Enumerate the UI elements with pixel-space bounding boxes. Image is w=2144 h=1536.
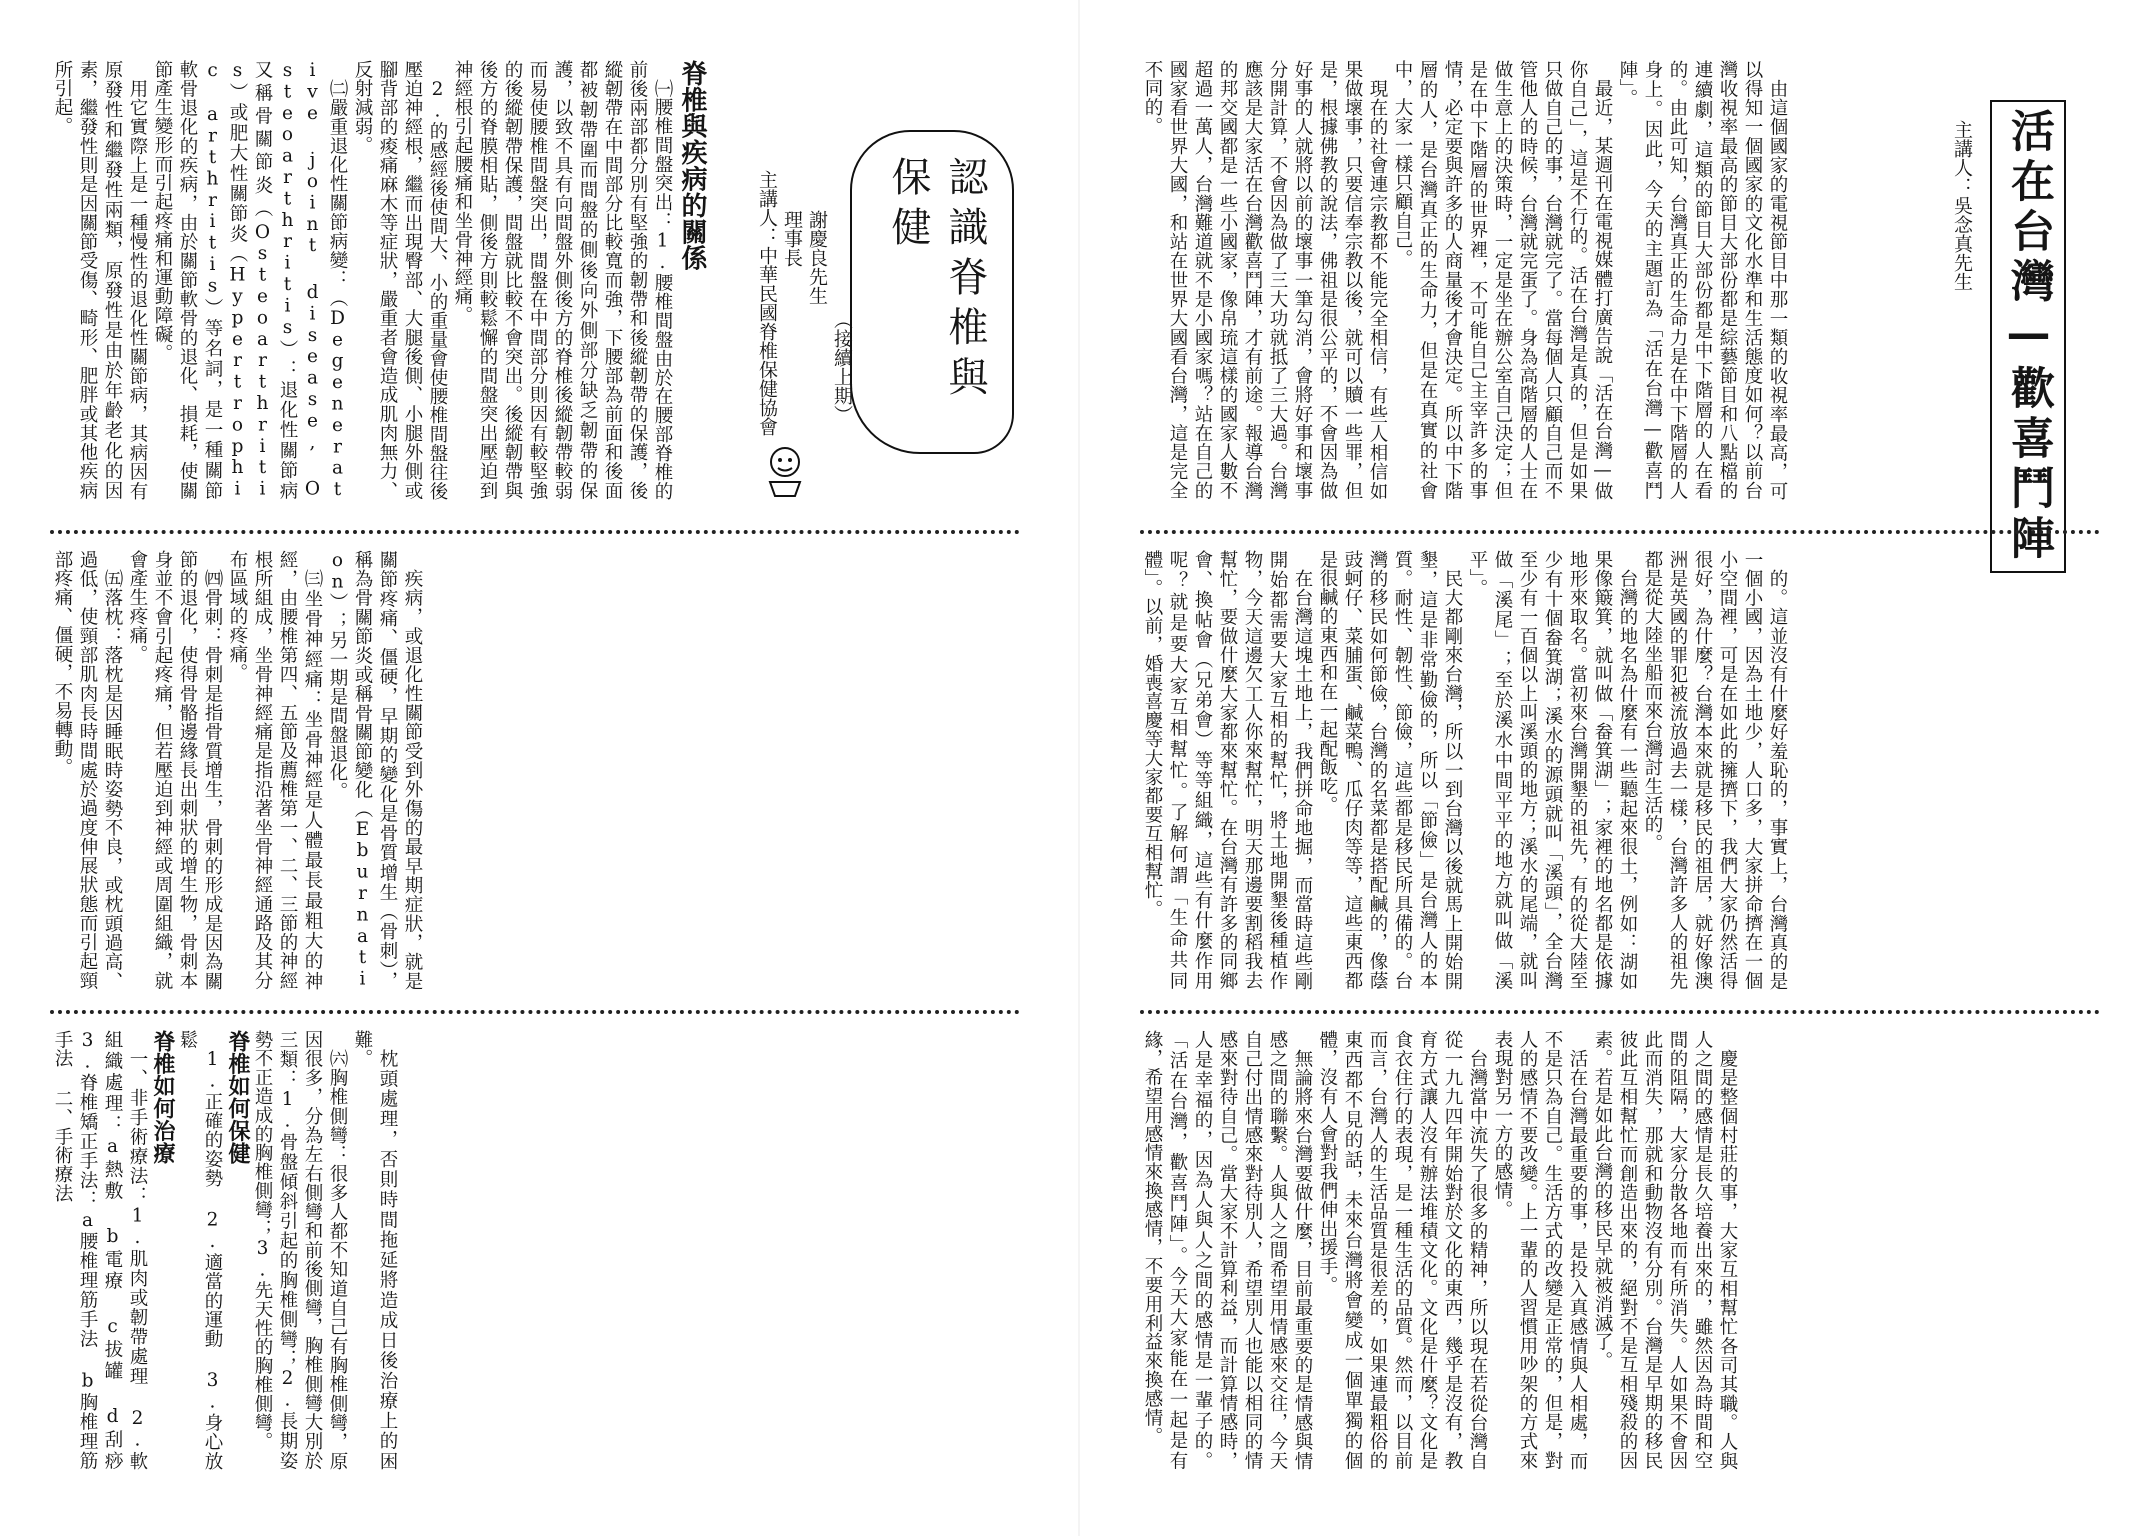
- right-page: [1140, 60, 2100, 1500]
- paragraph: 慶是整個村莊的事，大家互相幫忙各司其職。人與人之間的感情是長久培養出來的，雖然因為時間和空間的阻隔，大家分散各地而有所消失。人如果不會因此而消失，那就和動物沒有分別。台灣是早期的移民彼此互相幫忙而創造出來的，絕對不是互相殘殺的因素。若是如此台灣的移民早就被消滅了。: [1592, 1030, 1738, 1470]
- paragraph: 最近，某週刊在電視媒體打廣告說「活在台灣—做你自己」，這是不行的。活在台灣是真的，但是如果只做自己的事，台灣就完了。當每個人只顧自己而不管他人的時候，台灣就完蛋了。身為高階層的人士在做生意上的決策時，一定是坐在辦公室自己決定；但是在中下階層的世界裡，不可能自己主宰許多的事情，必定要與許多的人商量後才會決定。所以中下階層的人，是台灣真正的生命力，但是在真實的社會中，大家一樣只顧自己。: [1392, 60, 1613, 500]
- left-page: [50, 60, 1020, 1500]
- paragraph: ㈠腰椎間盤突出：1.腰椎間盤由於在腰部脊椎的前後兩部都分別有堅強的韌帶和後縱韌帶的保護，後縱韌帶在中間部分比較寬而強，下腰部為前面和後面都被韌帶圍而間盤的側後向外側部分缺乏韌帶的保護，以致不具有向間盤外側後方的脊椎後縱韌帶較弱而易使腰椎間盤突出，間盤在中間部分則因有較堅強的後縱韌帶保護，間盤就比較不會突出。後縱韌帶與後方的脊膜相貼，側後方則較鬆懈的間盤突出壓迫到神經根引起腰痛和坐骨神經痛。: [452, 60, 673, 500]
- left-byline-note: （接續上期）: [831, 310, 853, 424]
- paragraph: ㈡嚴重退化性關節病變：（Degenerative joint disease, Osteoarthritis）：退化性關節病又稱骨關節炎（Osteoarthritis）或肥大性關節炎（Hypertrophic arthritis）等名詞，是一種關節軟骨退化的疾病，由於關節軟骨的退化、損耗，使關節產生變形而引起疼痛和運動障礙。: [152, 60, 348, 500]
- paragraph: 台灣當中流失了很多的精神，所以現在若從台灣自從一九九四年開始對於文化的東西，幾乎是沒有，教育方式讓人沒有辦法堆積文化。文化是什麼？文化是食衣住行的表現，是一種生活的品質。然而，以目前而言，台灣人的生活品質是很差的，如果連最粗俗的東西都不見的話，未來台灣將會變成一個單獨的個體，沒有人會對我們伸出援手。: [1317, 1030, 1488, 1470]
- left-bottom-text: [50, 1030, 400, 1470]
- paragraph: ㈢坐骨神經痛：坐骨神經是人體最長最粗大的神經，由腰椎第四、五節及薦椎第一、二、三節的神經根所組成，坐骨神經痛是指沿著坐骨神經通路及其分布區域的疼痛。: [227, 550, 323, 990]
- right-middle-text: [1140, 550, 1790, 990]
- right-bottom-region: [1140, 1030, 2100, 1470]
- left-middle-text: [50, 550, 425, 990]
- left-top-region: [50, 60, 750, 500]
- page-fold: [1078, 0, 1080, 1536]
- paragraph: 活在台灣最重要的事，是投入真感情與人相處，而不是只為自己。生活方式的改變是正常的，但是，對人的感情不要改變。上一輩的人習慣用吵架的方式來表現對另一方的感情。: [1492, 1030, 1588, 1470]
- right-top-region: [1140, 60, 1920, 500]
- paragraph: ㈥胸椎側彎：很多人都不知道自己有胸椎側彎，原因很多，分為左右側彎和前後側彎，胸椎側彎大別於三類：1.骨盤傾斜引起的胸椎側彎；2.長期姿勢不正造成的胸椎側彎；3.先天性的胸椎側彎。: [252, 1030, 348, 1470]
- right-divider-top: [1140, 530, 2100, 534]
- left-divider-top: [50, 530, 1020, 534]
- article-title: 活在台灣—歡喜鬥陣: [2003, 108, 2054, 565]
- right-divider-bottom: [1140, 1010, 2100, 1014]
- paragraph: 民大都剛來台灣，所以一到台灣以後就馬上開始開墾，這是非常勤儉的，所以「節儉」是台灣人的本質。耐性、韌性、節儉，這些都是移民所具備的。台灣的移民如何節儉，台灣的名菜都是搭配鹹的，像蔭豉蚵仔、菜脯蛋、鹹菜鴨、瓜仔肉等等，這些東西都是很鹹的東西和在一起配飯吃。: [1317, 550, 1463, 990]
- left-divider-bottom: [50, 1010, 1020, 1014]
- right-middle-region: [1140, 550, 2100, 990]
- left-bottom-region: [50, 1030, 1020, 1470]
- right-byline: 主講人：吳念真先生: [1951, 120, 1973, 291]
- paragraph: 台灣的地名為什麼有一些聽起來很土，例如：湖如果像簸箕，就叫做「畚箕湖」；家裡的地名都是依據地形來取名。當初來台灣開墾的祖先，有的從大陸至少有十個畚箕湖；溪水的源頭就叫「溪頭」，全台灣至少有一百個以上叫溪頭的地方；溪水的尾端，就叫做「溪尾」；至於溪水中間平平的地方就叫做「溪平」。: [1467, 550, 1638, 990]
- paragraph: 疾病，或退化性關節受到外傷的最早期症狀，就是關節疼痛、僵硬，早期的變化是骨質增生（骨刺），稱為骨關節炎或稱骨關節變化（Eburnation）；另一期是間盤退化。: [327, 550, 423, 990]
- section-title: 認識脊椎與保健: [885, 156, 988, 406]
- paragraph: 2.的感經後使間大、小的重量會使腰椎間盤往後壓迫神經根，繼而出現臀部、大腿後側、小腿外側或腳背部的痠痛麻木等症狀，嚴重者會造成肌肉無力、反射減弱。: [352, 60, 448, 500]
- cartoon-person-icon: [750, 440, 820, 500]
- section-heading: 脊椎與疾病的關係: [677, 60, 707, 272]
- paragraph: 1.正確的姿勢 2.適當的運動 3.身心放鬆: [177, 1030, 223, 1470]
- left-byline-speaker: 主講人：中華民國脊椎保健協會: [756, 170, 778, 436]
- paragraph: 的。這並沒有什麼好羞恥的，事實上，台灣真的是一個小國，因為土地少，人口多，大家拼命擠在一個小空間裡，可是在如此的擁擠下，我們大家仍然活得很好，為什麼？台灣本來就是移民的祖居，就好像澳洲是英國的罪犯被流放過去一樣，台灣許多人的祖先都是從大陸坐船而來台灣討生活的。: [1642, 550, 1788, 990]
- paragraph: ㈤落枕：落枕是因睡眠時姿勢不良，或枕頭過高、過低，使頸部肌肉長時間處於過度伸展狀態而引起頸部疼痛、僵硬，不易轉動。: [52, 550, 123, 990]
- article-title-box: [1990, 100, 2066, 573]
- paragraph: 現在的社會連宗教都不能完全相信，有些人相信如果做壞事，只要信奉宗教以後，就可以贖一些罪，但是，根據佛教的說法，佛祖是很公平的，不會因為做好事的人就將以前的壞事一筆勾消，會將好事和壞事分開計算，不會因為做了三大功就抵了三大過。台灣應該是大家活在台灣歡喜鬥陣，才有前途。報導台灣的邦交國都是一些小國家，像帛琉這樣的國家人數不超過一萬人，台灣難道就不是小國家嗎？站在自己的國家看世界大國，和站在世界大國看台灣，這是完全不同的。: [1142, 60, 1388, 500]
- subheading: 脊椎如何保健: [225, 1030, 251, 1165]
- left-byline-role: 理事長: [781, 210, 803, 267]
- paragraph: 由這個國家的電視節目中那一類的收視率最高，可以得知一個國家的文化水準和生活態度如何？以前台灣收視率最高的節目大部份都是綜藝節目和八點檔的連續劇，這類的節目大部份都是中下階層的人在看的。由此可知，台灣真正的生命力是在中下階層的人身上。因此，今天的主題訂為「活在台灣—歡喜鬥陣」。: [1617, 60, 1788, 500]
- subheading: 脊椎如何治療: [150, 1030, 176, 1165]
- right-bottom-text: [1140, 1030, 1740, 1470]
- paragraph: 用它實際上是一種慢性的退化性關節病，其病因有原發性和繼發性兩類，原發性是由於年齡老化的因素，繼發性則是因關節受傷、畸形、肥胖或其他疾病所引起。: [52, 60, 148, 500]
- right-top-text: [1140, 60, 1790, 500]
- paragraph: 在台灣這塊土地上，我們拼命地掘，而當時這些剛開始都需要大家互相的幫忙，將土地開墾後種植作物，今天這邊欠工人你來幫忙，明天那邊要割稻我去幫忙，要做什麼大家都來幫忙。在台灣有許多的同鄉會、換帖會（兄弟會）等等組織，這些有什麼作用呢？就是要大家互相幫忙。了解何謂「生命共同體」。以前，婚喪喜慶等大家都要互相幫忙。: [1142, 550, 1313, 990]
- left-middle-region: [50, 550, 1020, 990]
- left-top-text: [50, 60, 709, 500]
- paragraph: 枕頭處理，否則時間拖延將造成日後治療上的困難。: [352, 1030, 398, 1470]
- left-byline-name: 謝慶良先生: [806, 210, 828, 305]
- paragraph: 無論將來台灣要做什麼，目前最重要的是情感與情感之間的聯繫。人與人之間希望用情感來交往，今天自己付出情感來對待別人，希望別人也能以相同的情感來對待自己。當大家不計算利益，而計算情感時，人是幸福的，因為人與人之間的感情是一輩子的。「活在台灣，歡喜鬥陣」。今天大家能在一起是有緣，希望用感情來換感情，不要用利益來換感情。: [1142, 1030, 1313, 1470]
- section-title-bubble: [850, 130, 1014, 454]
- paragraph: ㈣骨刺：骨刺是指骨質增生，骨刺的形成是因為關節的退化，使得骨骼邊緣長出刺狀的增生物，骨刺本身並不會引起疼痛，但若壓迫到神經或周圍組織，就會產生疼痛。: [127, 550, 223, 990]
- paragraph: 一、非手術療法：1.肌肉或韌帶處理 2.軟組織處理：a熱敷 b電療 c拔罐 d刮痧 3.脊椎矯正手法：a腰椎理筋手法 b胸椎理筋手法 二、手術療法: [52, 1030, 148, 1470]
